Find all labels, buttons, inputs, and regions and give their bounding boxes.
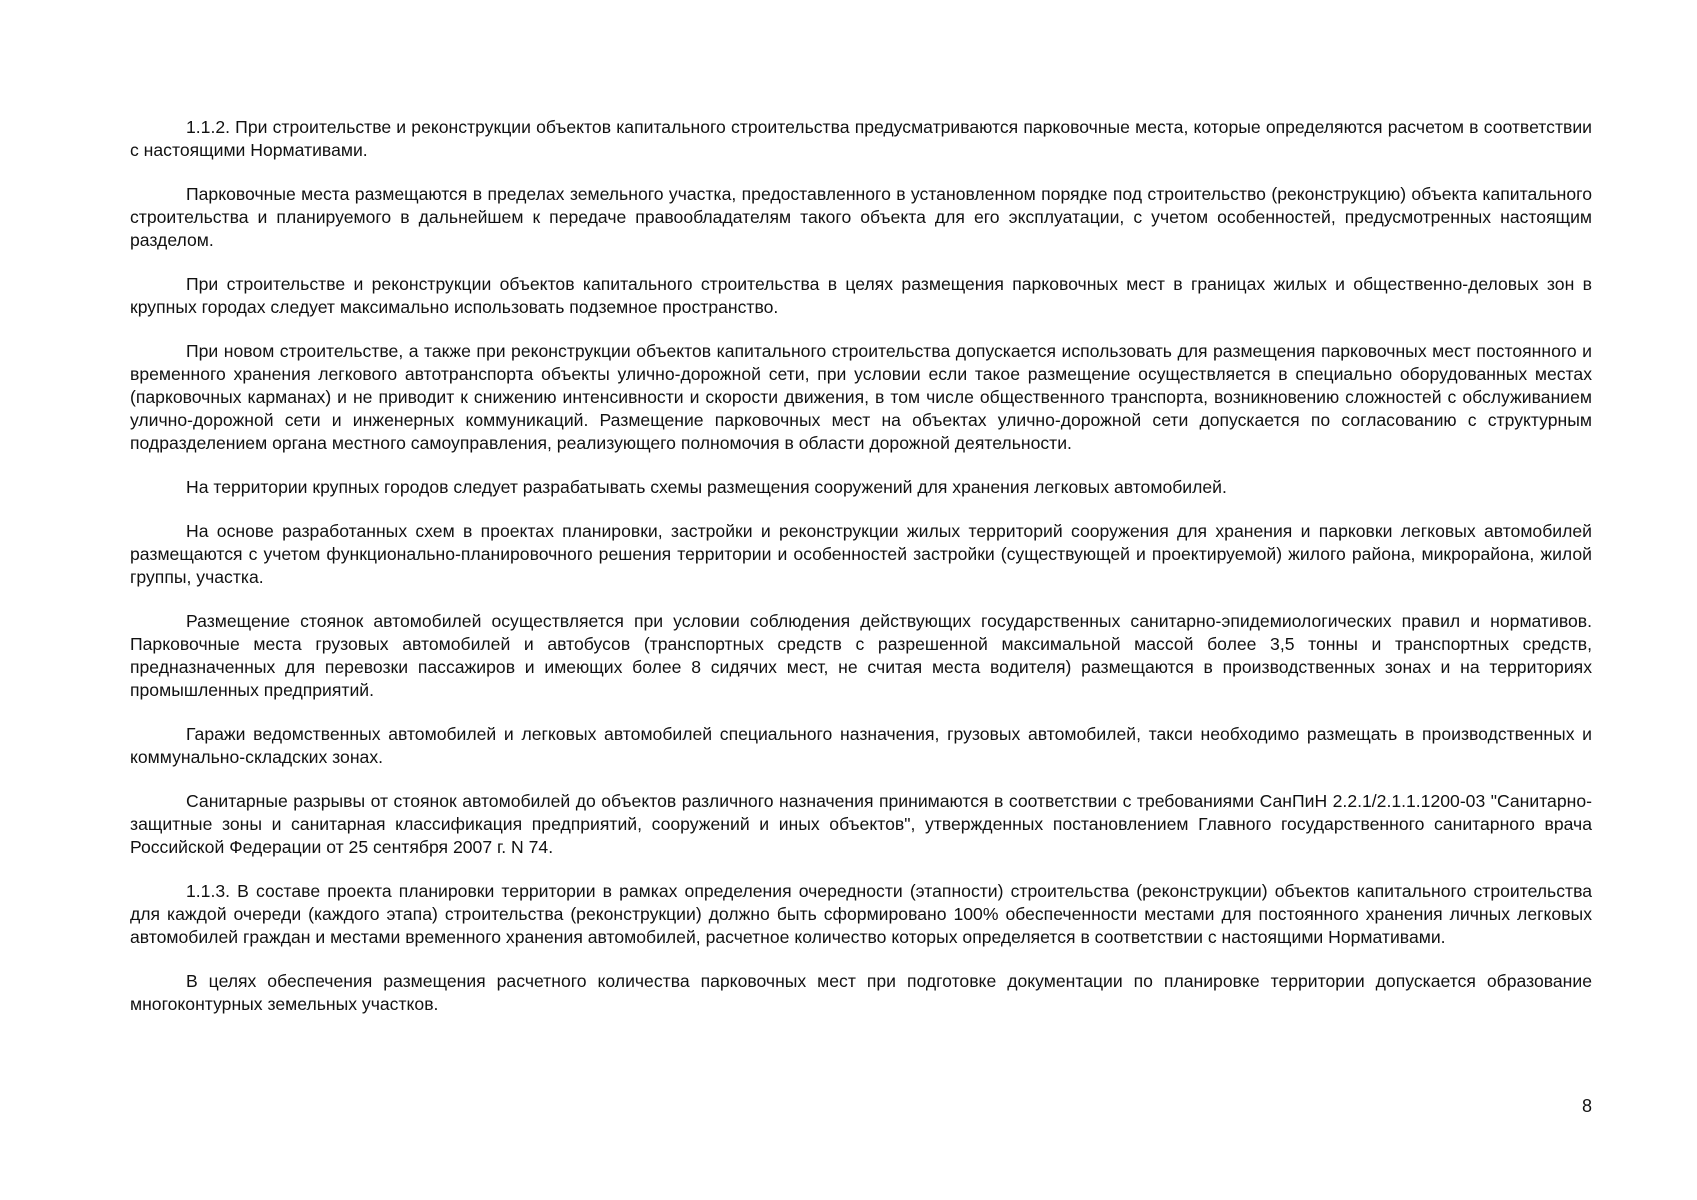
paragraph-multicontour-plots: В целях обеспечения размещения расчетного количества парковочных мест при подготовке документации по планировке территории допускается образование многоконтурных земельных участков.	[130, 971, 1592, 1014]
paragraph-parking-schemes: На территории крупных городов следует разрабатывать схемы размещения сооружений для хранения легковых автомобилей.	[186, 477, 1227, 497]
paragraph-garages: Гаражи ведомственных автомобилей и легковых автомобилей специального назначения, грузовых автомобилей, такси необходимо размещать в производственных и коммунально-складских зонах.	[130, 724, 1592, 767]
document-body	[130, 116, 1592, 1037]
paragraph-planning-projects: На основе разработанных схем в проектах планировки, застройки и реконструкции жилых территорий сооружения для хранения и парковки легковых автомобилей размещаются с учетом функционально-планировочного решения территории и особенностей застройки (существующей и проектируемой) жилого района, микрорайона, жилой группы, участка.	[130, 521, 1592, 587]
paragraph-street-network-parking: При новом строительстве, а также при реконструкции объектов капитального строительства допускается использовать для размещения парковочных мест постоянного и временного хранения легкового автотранспорта объекты улично-дорожной сети, при условии если такое размещение осуществляется в специально оборудованных местах (парковочных карманах) и не приводит к снижению интенсивности и скорости движения, в том числе общественного транспорта, возникновению сложностей с обслуживанием улично-дорожной сети и инженерных коммуникаций. Размещение парковочных мест на объектах улично-дорожной сети допускается по согласованию с структурным подразделением органа местного самоуправления, реализующего полномочия в области дорожной деятельности.	[130, 341, 1592, 453]
paragraph-sanitary-gaps: Санитарные разрывы от стоянок автомобилей до объектов различного назначения принимаются в соответствии с требованиями СанПиН 2.2.1/2.1.1.1200-03 "Санитарно-защитные зоны и санитарная классификация предприятий, сооружений и иных объектов", утвержденных постановлением Главного государственного санитарного врача Российской Федерации от 25 сентября 2007 г. N 74.	[130, 791, 1592, 857]
paragraph-1-1-3: 1.1.3. В составе проекта планировки территории в рамках определения очередности (этапности) строительства (реконструкции) объектов капитального строительства для каждой очереди (каждого этапа) строительства (реконструкции) должно быть сформировано 100% обеспеченности местами для постоянного хранения личных легковых автомобилей граждан и местами временного хранения автомобилей, расчетное количество которых определяется в соответствии с настоящими Нормативами.	[130, 881, 1592, 947]
paragraph-parking-placement: Парковочные места размещаются в пределах земельного участка, предоставленного в установленном порядке под строительство (реконструкцию) объекта капитального строительства и планируемого в дальнейшем к передаче правообладателям такого объекта для его эксплуатации, с учетом особенностей, предусмотренных настоящим разделом.	[130, 184, 1592, 250]
page-number: 8	[1581, 1096, 1592, 1116]
paragraph-sanitary-rules: Размещение стоянок автомобилей осуществляется при условии соблюдения действующих государственных санитарно-эпидемиологических правил и нормативов. Парковочные места грузовых автомобилей и автобусов (транспортных средств с разрешенной максимальной массой более 3,5 тонны и транспортных средств, предназначенных для перевозки пассажиров и имеющих более 8 сидячих мест, не считая места водителя) размещаются в производственных зонах и на территориях промышленных предприятий.	[130, 611, 1592, 700]
paragraph-1-1-2: 1.1.2. При строительстве и реконструкции объектов капитального строительства предусматриваются парковочные места, которые определяются расчетом в соответствии с настоящими Нормативами.	[130, 117, 1592, 160]
paragraph-underground-space: При строительстве и реконструкции объектов капитального строительства в целях размещения парковочных мест в границах жилых и общественно-деловых зон в крупных городах следует максимально использовать подземное пространство.	[130, 274, 1592, 317]
